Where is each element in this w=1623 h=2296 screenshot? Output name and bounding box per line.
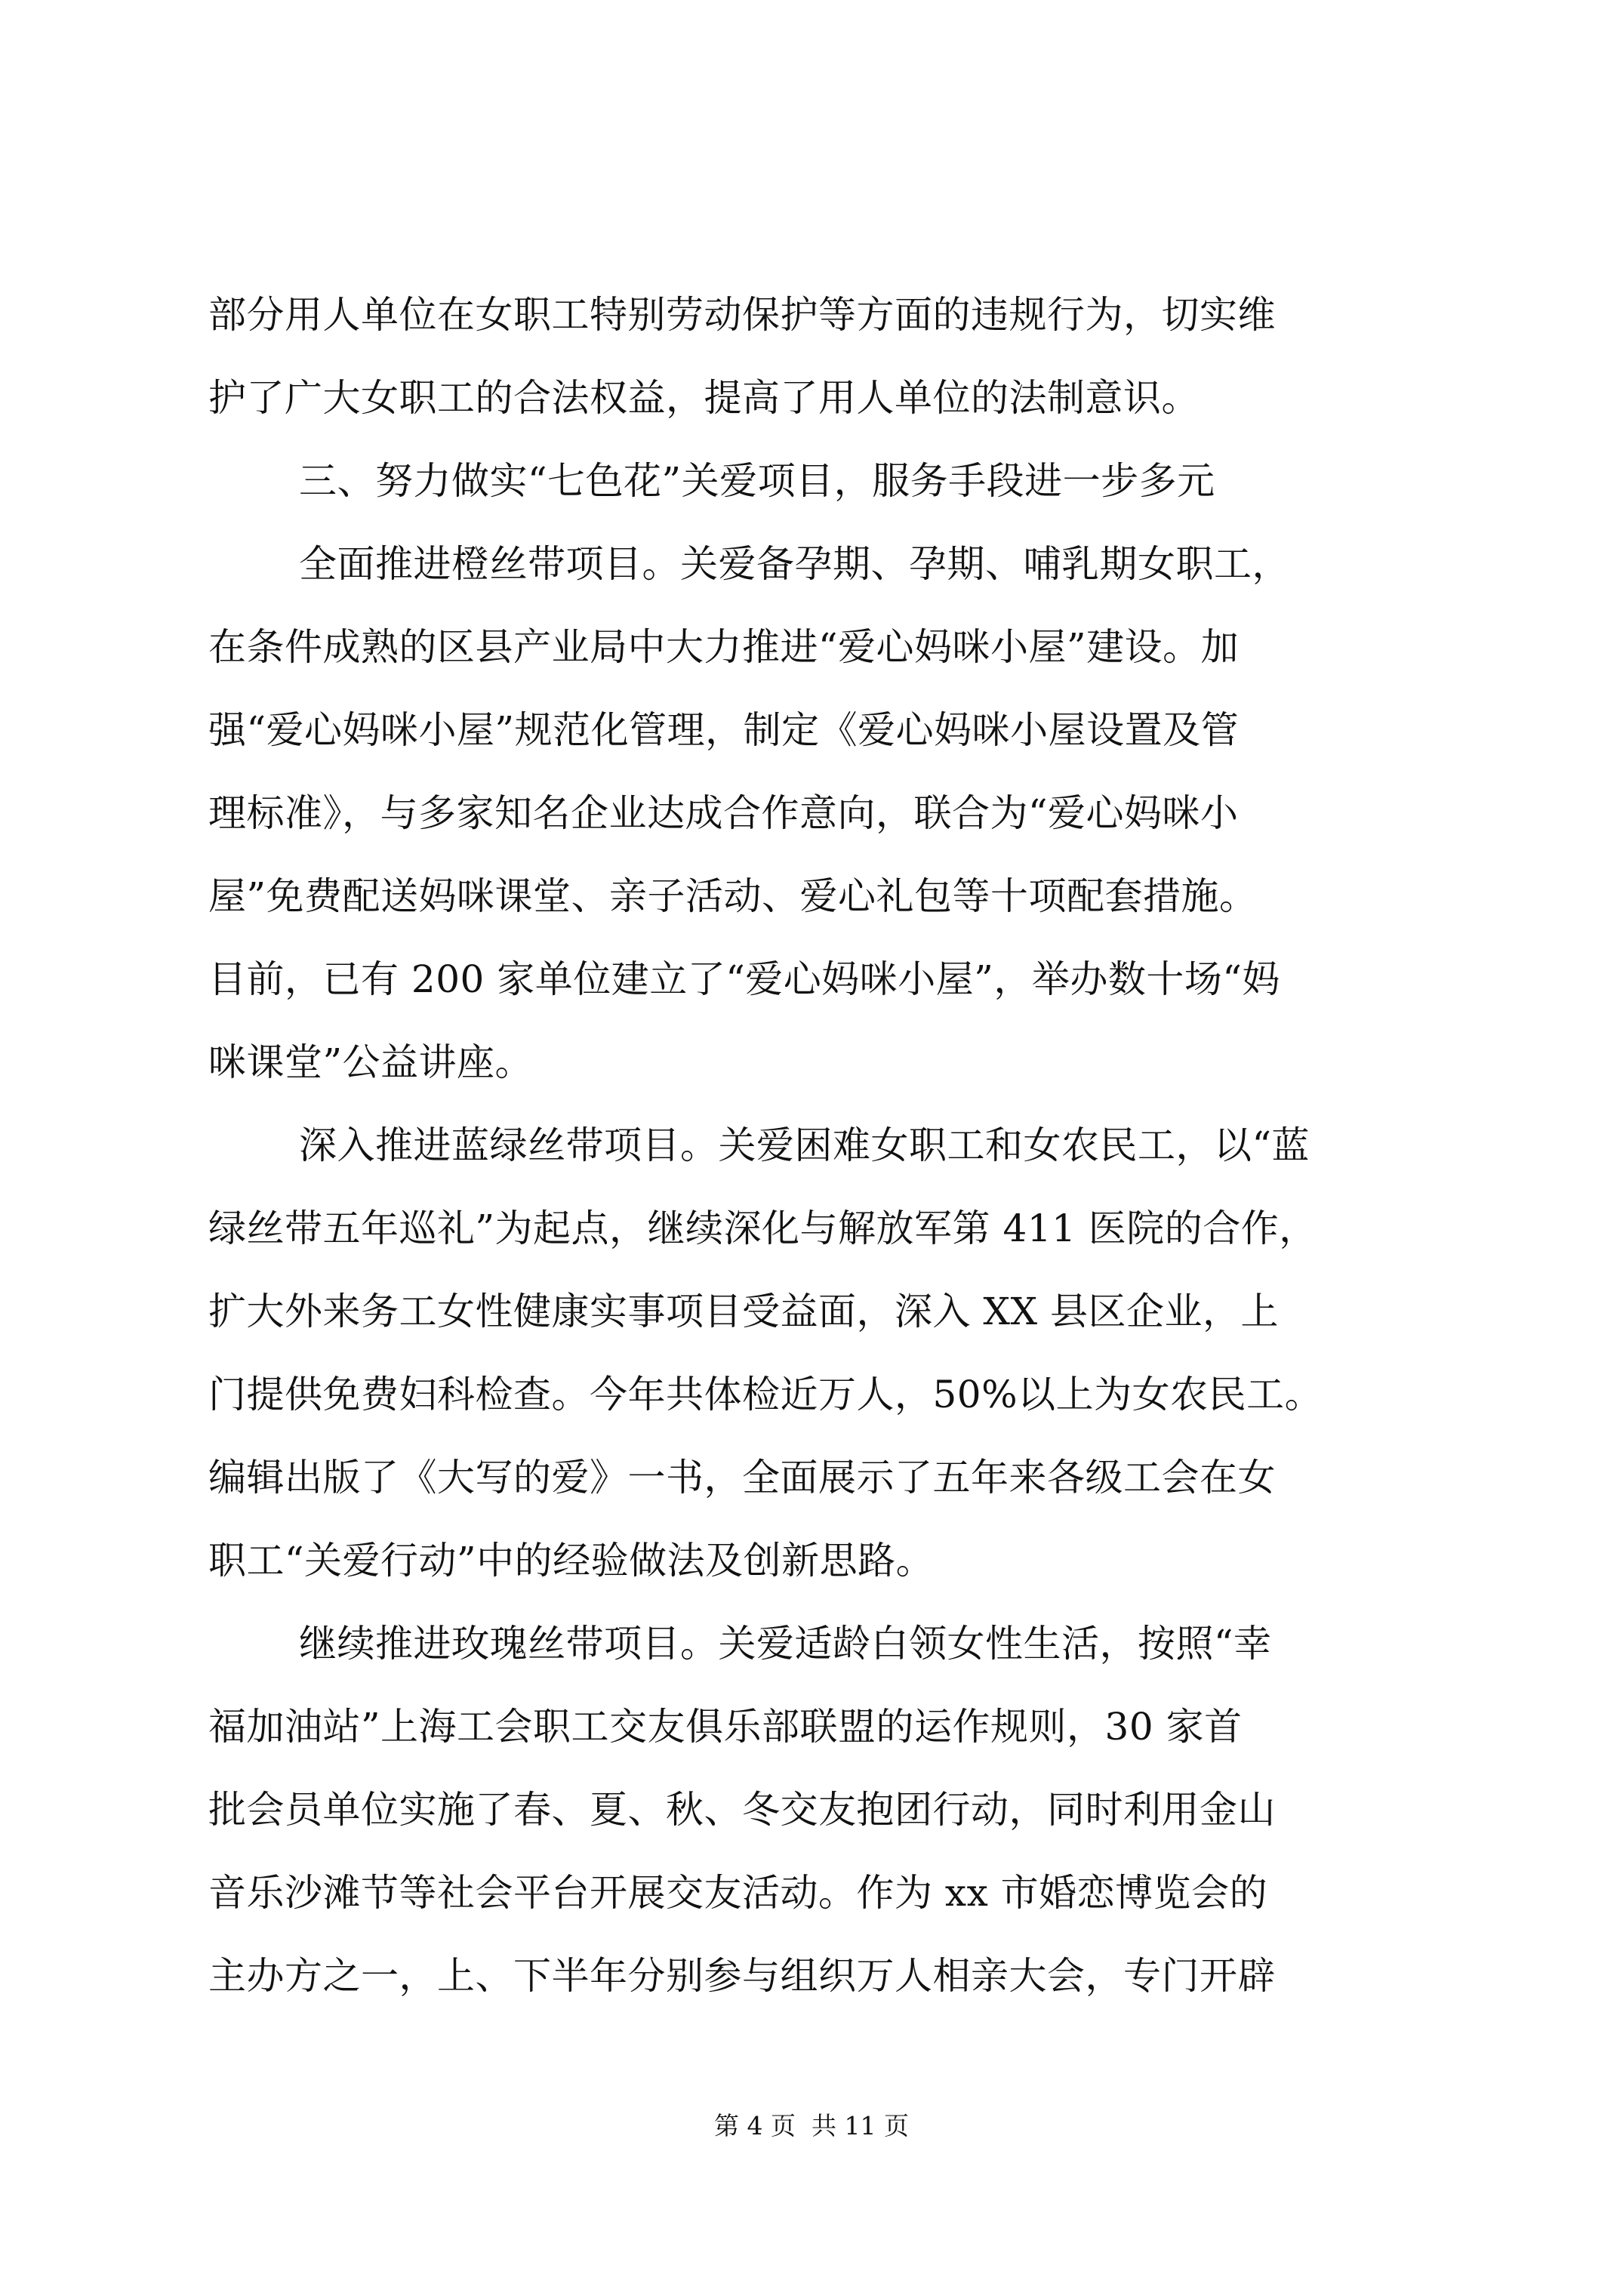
text-line: 门提供免费妇科检查。今年共体检近万人，50%以上为女农民工。 bbox=[208, 1373, 1323, 1416]
text-line: 批会员单位实施了春、夏、秋、冬交友抱团行动，同时利用金山 bbox=[208, 1788, 1276, 1832]
text-line: 主办方之一，上、下半年分别参与组织万人相亲大会，专门开辟 bbox=[208, 1954, 1276, 1998]
text-line: 咪课堂”公益讲座。 bbox=[208, 1040, 534, 1084]
page-footer bbox=[0, 2111, 1623, 2141]
page-number-label: 第 4 页 共 11 页 bbox=[714, 2111, 909, 2140]
text-line: 护了广大女职工的合法权益，提高了用人单位的法制意识。 bbox=[208, 376, 1200, 420]
text-line: 绿丝带五年巡礼”为起点，继续深化与解放军第 411 医院的合作， bbox=[208, 1207, 1317, 1250]
text-line: 屋”免费配送妈咪课堂、亲子活动、爱心礼包等十项配套措施。 bbox=[208, 874, 1258, 918]
text-line: 音乐沙滩节等社会平台开展交友活动。作为 xx 市婚恋博览会的 bbox=[208, 1871, 1268, 1915]
paragraph-start-line: 深入推进蓝绿丝带项目。关爱困难女职工和女农民工，以“蓝 bbox=[299, 1123, 1310, 1167]
paragraph-start-line: 继续推进玫瑰丝带项目。关爱适龄白领女性生活，按照“幸 bbox=[299, 1622, 1272, 1666]
section-heading: 三、努力做实“七色花”关爱项目，服务手段进一步多元 bbox=[299, 459, 1215, 503]
text-line: 福加油站”上海工会职工交友俱乐部联盟的运作规则，30 家首 bbox=[208, 1705, 1243, 1749]
text-line: 目前，已有 200 家单位建立了“爱心妈咪小屋”，举办数十场“妈 bbox=[208, 957, 1280, 1001]
body-text bbox=[208, 273, 1425, 2017]
text-line: 强“爱心妈咪小屋”规范化管理，制定《爱心妈咪小屋设置及管 bbox=[208, 708, 1240, 752]
text-line: 职工“关爱行动”中的经验做法及创新思路。 bbox=[208, 1539, 935, 1583]
paragraph-start-line: 全面推进橙丝带项目。关爱备孕期、孕期、哺乳期女职工， bbox=[299, 542, 1290, 586]
text-line: 部分用人单位在女职工特别劳动保护等方面的违规行为，切实维 bbox=[208, 293, 1276, 337]
text-line: 扩大外来务工女性健康实事项目受益面，深入 XX 县区企业，上 bbox=[208, 1290, 1279, 1333]
text-line: 理标准》，与多家知名企业达成合作意向，联合为“爱心妈咪小 bbox=[208, 791, 1239, 835]
text-line: 在条件成熟的区县产业局中大力推进“爱心妈咪小屋”建设。加 bbox=[208, 625, 1240, 669]
text-line: 编辑出版了《大写的爱》一书，全面展示了五年来各级工会在女 bbox=[208, 1456, 1276, 1499]
